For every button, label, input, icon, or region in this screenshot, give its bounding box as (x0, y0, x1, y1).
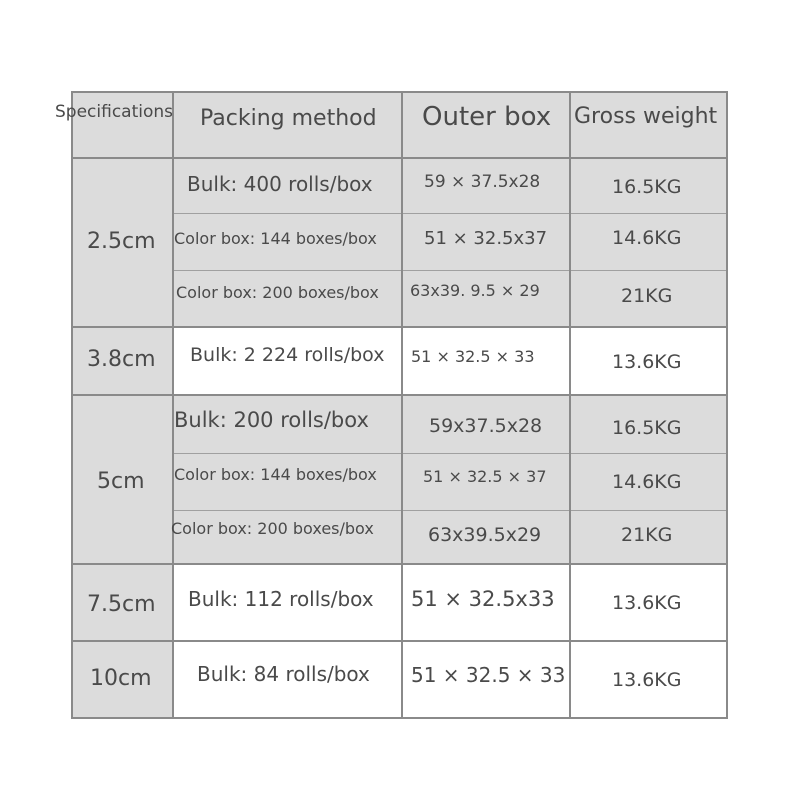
row-line (173, 213, 727, 214)
packing-cell: Bulk: 200 rolls/box (174, 408, 369, 432)
row-line (173, 510, 727, 511)
header-gross-weight: Gross weight (574, 104, 718, 129)
outer-box-cell: 51 × 32.5 × 37 (423, 467, 547, 486)
group-line (72, 563, 728, 565)
row-line (173, 453, 727, 454)
outer-box-cell: 63x39.5x29 (428, 524, 542, 546)
weight-cell: 14.6KG (612, 471, 682, 493)
packing-cell: Color box: 144 boxes/box (174, 229, 377, 248)
border-right (726, 91, 728, 719)
weight-cell: 16.5KG (612, 176, 682, 198)
weight-cell: 14.6KG (612, 227, 682, 249)
spec-label: 5cm (97, 469, 145, 494)
spec-label: 2.5cm (87, 229, 156, 254)
weight-cell: 13.6KG (612, 351, 682, 373)
outer-box-cell: 59x37.5x28 (429, 415, 543, 437)
column-line (401, 91, 403, 719)
weight-cell: 21KG (621, 524, 673, 546)
weight-cell: 13.6KG (612, 592, 682, 614)
column-line (569, 91, 571, 719)
packing-cell: Color box: 144 boxes/box (174, 465, 377, 484)
outer-box-cell: 51 × 32.5 × 33 (411, 347, 535, 366)
group-line (72, 394, 728, 396)
weight-cell: 21KG (621, 285, 673, 307)
row-line (173, 270, 727, 271)
spec-label: 10cm (90, 666, 152, 691)
border-bottom (72, 717, 728, 719)
packing-cell: Color box: 200 boxes/box (171, 519, 374, 538)
outer-box-cell: 51 × 32.5x37 (424, 228, 548, 249)
outer-box-cell: 63x39. 9.5 × 29 (410, 281, 540, 300)
header-outer-box: Outer box (422, 102, 552, 132)
packing-cell: Color box: 200 boxes/box (176, 283, 379, 302)
weight-cell: 13.6KG (612, 669, 682, 691)
packing-cell: Bulk: 2 224 rolls/box (190, 344, 385, 366)
border-top (72, 91, 728, 93)
spec-label: 3.8cm (87, 347, 156, 372)
column-line (172, 91, 174, 719)
group-line (72, 326, 728, 328)
packing-cell: Bulk: 84 rolls/box (197, 662, 370, 686)
header-bottom-line (72, 157, 728, 159)
header-packing-method: Packing method (200, 106, 377, 131)
weight-cell: 16.5KG (612, 417, 682, 439)
group-line (72, 640, 728, 642)
header-specifications: Specifications (55, 102, 174, 122)
packing-cell: Bulk: 400 rolls/box (187, 172, 373, 196)
border-left (71, 91, 73, 719)
outer-box-cell: 59 × 37.5x28 (424, 172, 541, 192)
packing-cell: Bulk: 112 rolls/box (188, 587, 374, 611)
outer-box-cell: 51 × 32.5x33 (411, 587, 555, 611)
spec-label: 7.5cm (87, 592, 156, 617)
outer-box-cell: 51 × 32.5 × 33 (411, 663, 566, 687)
